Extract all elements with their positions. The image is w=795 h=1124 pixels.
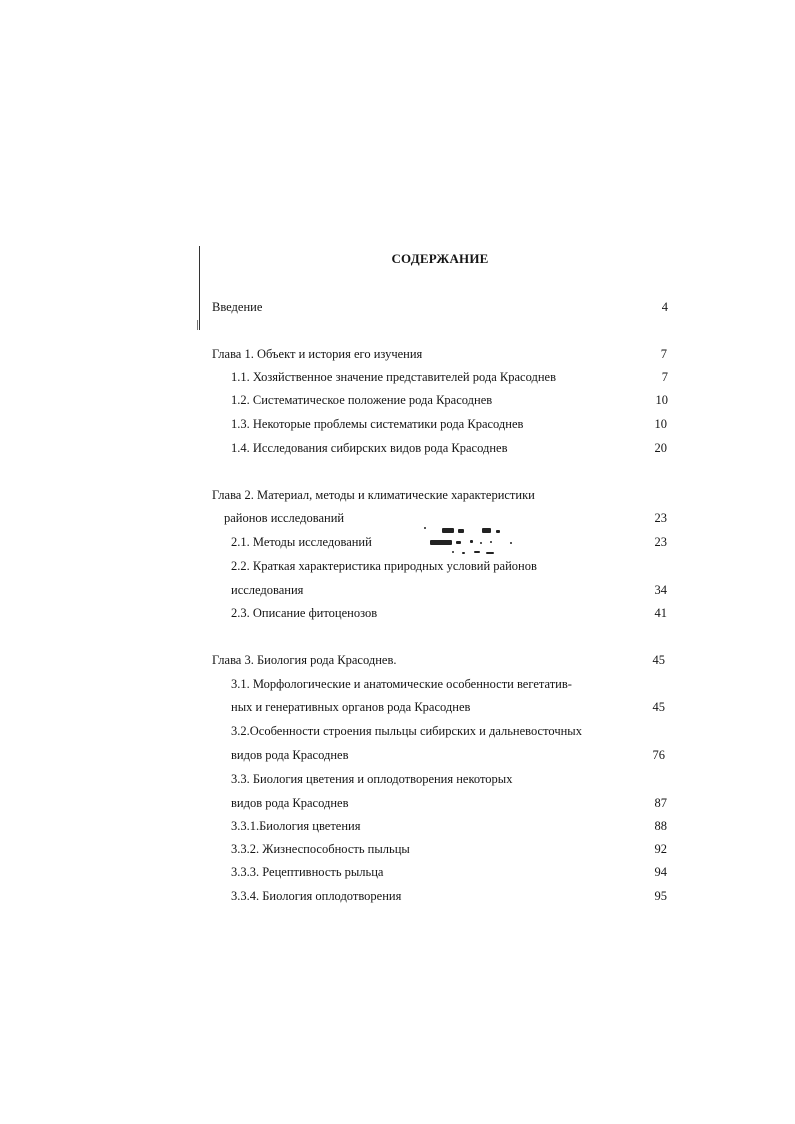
toc-entry-text: 3.3.4. Биология оплодотворения xyxy=(231,889,402,903)
toc-entry-text: 3.1. Морфологические и анатомические особенности вегетатив- xyxy=(231,677,572,691)
toc-entry-page: 4 xyxy=(661,300,668,314)
toc-entry-page: 76 xyxy=(652,748,665,762)
toc-entry-page: 23 xyxy=(654,511,667,525)
toc-entry-text: 3.3. Биология цветения и оплодотворения некоторых xyxy=(231,772,513,786)
toc-entry-text: районов исследований xyxy=(224,511,345,525)
toc-entry-page: 45 xyxy=(652,653,665,667)
toc-entry-text: видов рода Красоднев xyxy=(231,748,349,762)
toc-entry-text: 1.2. Систематическое положение рода Красоднев xyxy=(231,393,493,407)
toc-entry-text: 2.2. Краткая характеристика природных условий районов xyxy=(231,559,537,573)
toc-entry-text: ных и генеративных органов рода Красоднев xyxy=(231,700,471,714)
toc-entry-page: 88 xyxy=(654,819,667,833)
toc-entry-page: 10 xyxy=(654,417,667,431)
toc-entry-page: 10 xyxy=(655,393,668,407)
toc-entry-page: 94 xyxy=(654,865,667,879)
toc-entry-page: 92 xyxy=(654,842,667,856)
toc-entry-page: 7 xyxy=(661,370,668,384)
scan-noise-artifact xyxy=(422,526,532,560)
page-title: СОДЕРЖАНИЕ xyxy=(391,251,489,266)
toc-entry-text: 1.4. Исследования сибирских видов рода Красоднев xyxy=(231,441,508,455)
toc-entry-page: 20 xyxy=(654,441,667,455)
toc-entry-text: исследования xyxy=(231,583,304,597)
toc-entry-text: 2.1. Методы исследований xyxy=(231,535,372,549)
toc-entry-text: видов рода Красоднев xyxy=(231,796,349,810)
toc-entry-text: Глава 2. Материал, методы и климатические характеристики xyxy=(212,488,535,502)
toc-entry-page: 95 xyxy=(654,889,667,903)
toc-entry-page: 7 xyxy=(660,347,667,361)
toc-entry-text: Глава 3. Биология рода Красоднев. xyxy=(212,653,397,667)
toc-entry-page: 23 xyxy=(654,535,667,549)
scan-edge-mark xyxy=(197,320,198,330)
toc-entry-text: 1.1. Хозяйственное значение представителей рода Красоднев xyxy=(231,370,556,384)
toc-entry-text: Глава 1. Объект и история его изучения xyxy=(212,347,423,361)
toc-entry-text: 3.3.1.Биология цветения xyxy=(231,819,361,833)
toc-entry-text: 3.3.3. Рецептивность рыльца xyxy=(231,865,384,879)
toc-entry-text: 1.3. Некоторые проблемы систематики рода Красоднев xyxy=(231,417,524,431)
toc-entry-page: 87 xyxy=(654,796,667,810)
toc-entry-text: 2.3. Описание фитоценозов xyxy=(231,606,378,620)
toc-entry-page: 45 xyxy=(652,700,665,714)
toc-entry-page: 34 xyxy=(654,583,667,597)
toc-entry-text: Введение xyxy=(212,300,263,314)
toc-entry-text: 3.2.Особенности строения пыльцы сибирских и дальневосточных xyxy=(231,724,582,738)
toc-entry-page: 41 xyxy=(654,606,667,620)
toc-entry-text: 3.3.2. Жизнеспособность пыльцы xyxy=(231,842,410,856)
